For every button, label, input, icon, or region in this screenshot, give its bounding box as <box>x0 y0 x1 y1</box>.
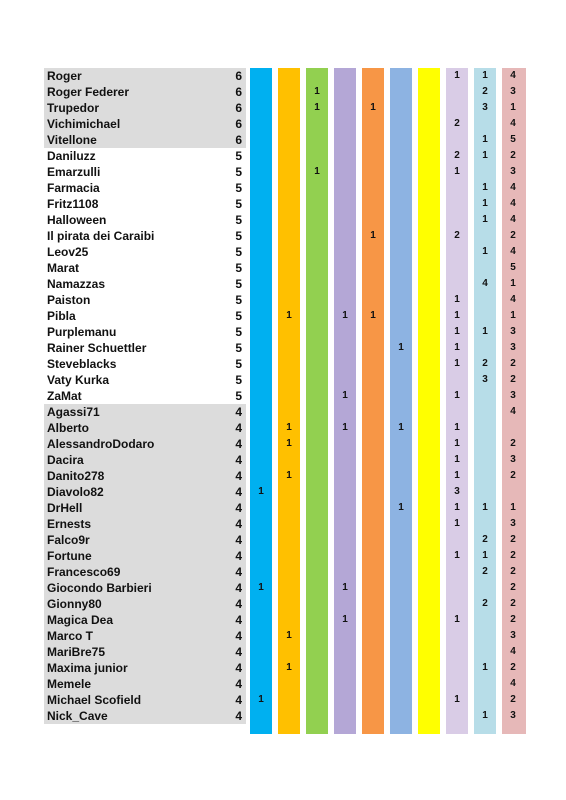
cell-col-10: 1 <box>510 102 516 113</box>
cell-col-10: 5 <box>510 134 516 145</box>
cell-col-10: 4 <box>510 214 516 225</box>
cell-col-2: 1 <box>286 310 292 321</box>
player-name: AlessandroDodaro <box>47 437 155 451</box>
cell-col-10: 3 <box>510 454 516 465</box>
player-score: 5 <box>235 181 242 195</box>
cell-col-2: 1 <box>286 422 292 433</box>
cell-col-1: 1 <box>258 486 264 497</box>
cell-col-2: 1 <box>286 438 292 449</box>
player-score: 4 <box>235 565 242 579</box>
table-row <box>44 532 524 548</box>
player-name: Il pirata dei Caraibi <box>47 229 155 243</box>
table-row <box>44 564 524 580</box>
table-row <box>44 692 524 708</box>
cell-col-10: 1 <box>510 502 516 513</box>
player-name: Paiston <box>47 293 91 307</box>
cell-col-3: 1 <box>314 102 320 113</box>
player-score: 4 <box>235 709 242 723</box>
player-name: MariBre75 <box>47 645 106 659</box>
player-score: 5 <box>235 261 242 275</box>
cell-col-8: 1 <box>454 438 460 449</box>
cell-col-8: 1 <box>454 502 460 513</box>
cell-col-4: 1 <box>342 614 348 625</box>
table-row <box>44 452 524 468</box>
cell-col-10: 2 <box>510 566 516 577</box>
cell-col-5: 1 <box>370 230 376 241</box>
player-score: 5 <box>235 389 242 403</box>
cell-col-10: 5 <box>510 262 516 273</box>
player-score: 5 <box>235 293 242 307</box>
player-name: Trupedor <box>47 101 100 115</box>
cell-col-1: 1 <box>258 582 264 593</box>
cell-col-8: 1 <box>454 454 460 465</box>
player-name: Vichimichael <box>47 117 121 131</box>
table-row <box>44 180 524 196</box>
cell-col-10: 3 <box>510 166 516 177</box>
player-name: Ernests <box>47 517 92 531</box>
table-row <box>44 148 524 164</box>
cell-col-10: 4 <box>510 70 516 81</box>
cell-col-10: 3 <box>510 342 516 353</box>
cell-col-10: 2 <box>510 230 516 241</box>
player-score: 4 <box>235 533 242 547</box>
table-row <box>44 420 524 436</box>
cell-col-10: 2 <box>510 534 516 545</box>
player-name: Marco T <box>47 629 94 643</box>
cell-col-10: 2 <box>510 374 516 385</box>
cell-col-8: 1 <box>454 550 460 561</box>
table-row <box>44 324 524 340</box>
cell-col-10: 1 <box>510 278 516 289</box>
cell-col-3: 1 <box>314 166 320 177</box>
cell-col-10: 3 <box>510 518 516 529</box>
cell-col-10: 2 <box>510 614 516 625</box>
cell-col-10: 4 <box>510 246 516 257</box>
player-score: 6 <box>235 133 242 147</box>
cell-col-9: 1 <box>482 214 488 225</box>
player-score: 4 <box>235 597 242 611</box>
cell-col-5: 1 <box>370 310 376 321</box>
table-row <box>44 468 524 484</box>
player-name: Francesco69 <box>47 565 121 579</box>
table-row <box>44 612 524 628</box>
player-score: 6 <box>235 101 242 115</box>
table-row <box>44 292 524 308</box>
cell-col-9: 2 <box>482 598 488 609</box>
player-score: 5 <box>235 325 242 339</box>
table-row <box>44 68 524 84</box>
cell-col-10: 3 <box>510 630 516 641</box>
player-name: ZaMat <box>47 389 82 403</box>
cell-col-8: 1 <box>454 358 460 369</box>
cell-col-9: 2 <box>482 566 488 577</box>
table-row <box>44 228 524 244</box>
table-row <box>44 116 524 132</box>
cell-col-10: 2 <box>510 662 516 673</box>
player-name: Marat <box>47 261 80 275</box>
cell-col-10: 2 <box>510 358 516 369</box>
cell-col-9: 1 <box>482 710 488 721</box>
player-score: 4 <box>235 677 242 691</box>
cell-col-10: 2 <box>510 150 516 161</box>
cell-col-10: 4 <box>510 198 516 209</box>
player-score: 5 <box>235 357 242 371</box>
player-name: Nick_Cave <box>47 709 108 723</box>
player-name: Danito278 <box>47 469 105 483</box>
standings-sheet <box>44 68 524 734</box>
cell-col-9: 4 <box>482 278 488 289</box>
cell-col-8: 2 <box>454 230 460 241</box>
cell-col-10: 4 <box>510 118 516 129</box>
cell-col-9: 1 <box>482 550 488 561</box>
cell-col-9: 1 <box>482 134 488 145</box>
cell-col-9: 1 <box>482 182 488 193</box>
cell-col-8: 1 <box>454 470 460 481</box>
player-score: 4 <box>235 501 242 515</box>
player-score: 5 <box>235 309 242 323</box>
table-row <box>44 660 524 676</box>
player-score: 4 <box>235 405 242 419</box>
table-row <box>44 84 524 100</box>
table-row <box>44 596 524 612</box>
cell-col-9: 1 <box>482 662 488 673</box>
cell-col-2: 1 <box>286 662 292 673</box>
cell-col-10: 2 <box>510 598 516 609</box>
cell-col-10: 4 <box>510 294 516 305</box>
cell-col-8: 1 <box>454 294 460 305</box>
player-name: Gionny80 <box>47 597 102 611</box>
table-row <box>44 132 524 148</box>
player-score: 4 <box>235 453 242 467</box>
cell-col-8: 3 <box>454 486 460 497</box>
player-score: 6 <box>235 69 242 83</box>
player-score: 4 <box>235 469 242 483</box>
player-name: Roger <box>47 69 82 83</box>
cell-col-8: 2 <box>454 150 460 161</box>
table-row <box>44 100 524 116</box>
player-name: DrHell <box>47 501 83 515</box>
player-name: Diavolo82 <box>47 485 104 499</box>
cell-col-8: 1 <box>454 518 460 529</box>
player-score: 6 <box>235 117 242 131</box>
table-row <box>44 580 524 596</box>
cell-col-9: 1 <box>482 150 488 161</box>
table-row <box>44 276 524 292</box>
player-name: Vitellone <box>47 133 97 147</box>
cell-col-9: 1 <box>482 198 488 209</box>
cell-col-10: 2 <box>510 438 516 449</box>
player-name: Dacira <box>47 453 84 467</box>
cell-col-8: 1 <box>454 70 460 81</box>
player-name: Memele <box>47 677 92 691</box>
player-score: 4 <box>235 437 242 451</box>
cell-col-2: 1 <box>286 470 292 481</box>
cell-col-4: 1 <box>342 390 348 401</box>
table-row <box>44 356 524 372</box>
cell-col-10: 4 <box>510 646 516 657</box>
cell-col-3: 1 <box>314 86 320 97</box>
cell-col-9: 3 <box>482 102 488 113</box>
table-row <box>44 404 524 420</box>
player-score: 4 <box>235 693 242 707</box>
cell-col-5: 1 <box>370 102 376 113</box>
player-score: 4 <box>235 629 242 643</box>
player-score: 5 <box>235 149 242 163</box>
table-row <box>44 436 524 452</box>
player-name: Leov25 <box>47 245 89 259</box>
player-score: 4 <box>235 421 242 435</box>
cell-col-8: 1 <box>454 326 460 337</box>
player-name: Emarzulli <box>47 165 101 179</box>
cell-col-9: 1 <box>482 246 488 257</box>
cell-col-10: 2 <box>510 694 516 705</box>
cell-col-4: 1 <box>342 422 348 433</box>
player-score: 5 <box>235 165 242 179</box>
table-row <box>44 484 524 500</box>
cell-col-6: 1 <box>398 342 404 353</box>
cell-col-6: 1 <box>398 422 404 433</box>
cell-col-9: 3 <box>482 374 488 385</box>
player-name: Roger Federer <box>47 85 130 99</box>
player-score: 4 <box>235 485 242 499</box>
player-score: 5 <box>235 213 242 227</box>
cell-col-10: 3 <box>510 86 516 97</box>
table-row <box>44 500 524 516</box>
player-name: Vaty Kurka <box>47 373 110 387</box>
table-row <box>44 708 524 724</box>
cell-col-10: 3 <box>510 326 516 337</box>
cell-col-1: 1 <box>258 694 264 705</box>
cell-col-10: 4 <box>510 182 516 193</box>
cell-col-10: 3 <box>510 710 516 721</box>
player-score: 5 <box>235 373 242 387</box>
player-name: Steveblacks <box>47 357 117 371</box>
player-name: Namazzas <box>47 277 106 291</box>
player-score: 5 <box>235 197 242 211</box>
cell-col-8: 1 <box>454 422 460 433</box>
player-score: 4 <box>235 581 242 595</box>
player-name: Farmacia <box>47 181 100 195</box>
player-score: 5 <box>235 245 242 259</box>
cell-col-8: 1 <box>454 166 460 177</box>
player-name: Daniluzz <box>47 149 96 163</box>
player-score: 5 <box>235 341 242 355</box>
cell-col-2: 1 <box>286 630 292 641</box>
table-row <box>44 260 524 276</box>
table-row <box>44 212 524 228</box>
player-name: Pibla <box>47 309 76 323</box>
player-score: 4 <box>235 661 242 675</box>
cell-col-8: 1 <box>454 342 460 353</box>
table-row <box>44 516 524 532</box>
table-row <box>44 164 524 180</box>
player-name: Fortune <box>47 549 92 563</box>
table-row <box>44 548 524 564</box>
cell-col-8: 1 <box>454 614 460 625</box>
cell-col-10: 4 <box>510 678 516 689</box>
player-score: 4 <box>235 645 242 659</box>
cell-col-10: 3 <box>510 390 516 401</box>
cell-col-8: 1 <box>454 310 460 321</box>
cell-col-8: 1 <box>454 390 460 401</box>
player-name: Maxima junior <box>47 661 128 675</box>
player-score: 4 <box>235 517 242 531</box>
player-name: Michael Scofield <box>47 693 142 707</box>
cell-col-9: 2 <box>482 358 488 369</box>
cell-col-4: 1 <box>342 582 348 593</box>
cell-col-9: 2 <box>482 534 488 545</box>
table-row <box>44 340 524 356</box>
cell-col-6: 1 <box>398 502 404 513</box>
cell-col-9: 1 <box>482 326 488 337</box>
table-row <box>44 372 524 388</box>
cell-col-10: 2 <box>510 470 516 481</box>
player-score: 5 <box>235 229 242 243</box>
player-name: Agassi71 <box>47 405 100 419</box>
cell-col-10: 2 <box>510 550 516 561</box>
cell-col-8: 2 <box>454 118 460 129</box>
cell-col-10: 1 <box>510 310 516 321</box>
player-name: Alberto <box>47 421 89 435</box>
table-row <box>44 244 524 260</box>
cell-col-9: 1 <box>482 70 488 81</box>
cell-col-9: 2 <box>482 86 488 97</box>
cell-col-9: 1 <box>482 502 488 513</box>
player-score: 4 <box>235 613 242 627</box>
table-row <box>44 644 524 660</box>
table-row <box>44 628 524 644</box>
player-name: Rainer Schuettler <box>47 341 147 355</box>
player-name: Purplemanu <box>47 325 117 339</box>
table-row <box>44 388 524 404</box>
table-row <box>44 676 524 692</box>
player-name: Magica Dea <box>47 613 114 627</box>
player-score: 5 <box>235 277 242 291</box>
cell-col-10: 2 <box>510 582 516 593</box>
player-score: 4 <box>235 549 242 563</box>
player-name: Falco9r <box>47 533 90 547</box>
cell-col-8: 1 <box>454 694 460 705</box>
player-name: Halloween <box>47 213 107 227</box>
table-row <box>44 308 524 324</box>
player-score: 6 <box>235 85 242 99</box>
cell-col-4: 1 <box>342 310 348 321</box>
cell-col-10: 4 <box>510 406 516 417</box>
player-name: Fritz1108 <box>47 197 99 211</box>
player-name: Giocondo Barbieri <box>47 581 152 595</box>
table-row <box>44 196 524 212</box>
